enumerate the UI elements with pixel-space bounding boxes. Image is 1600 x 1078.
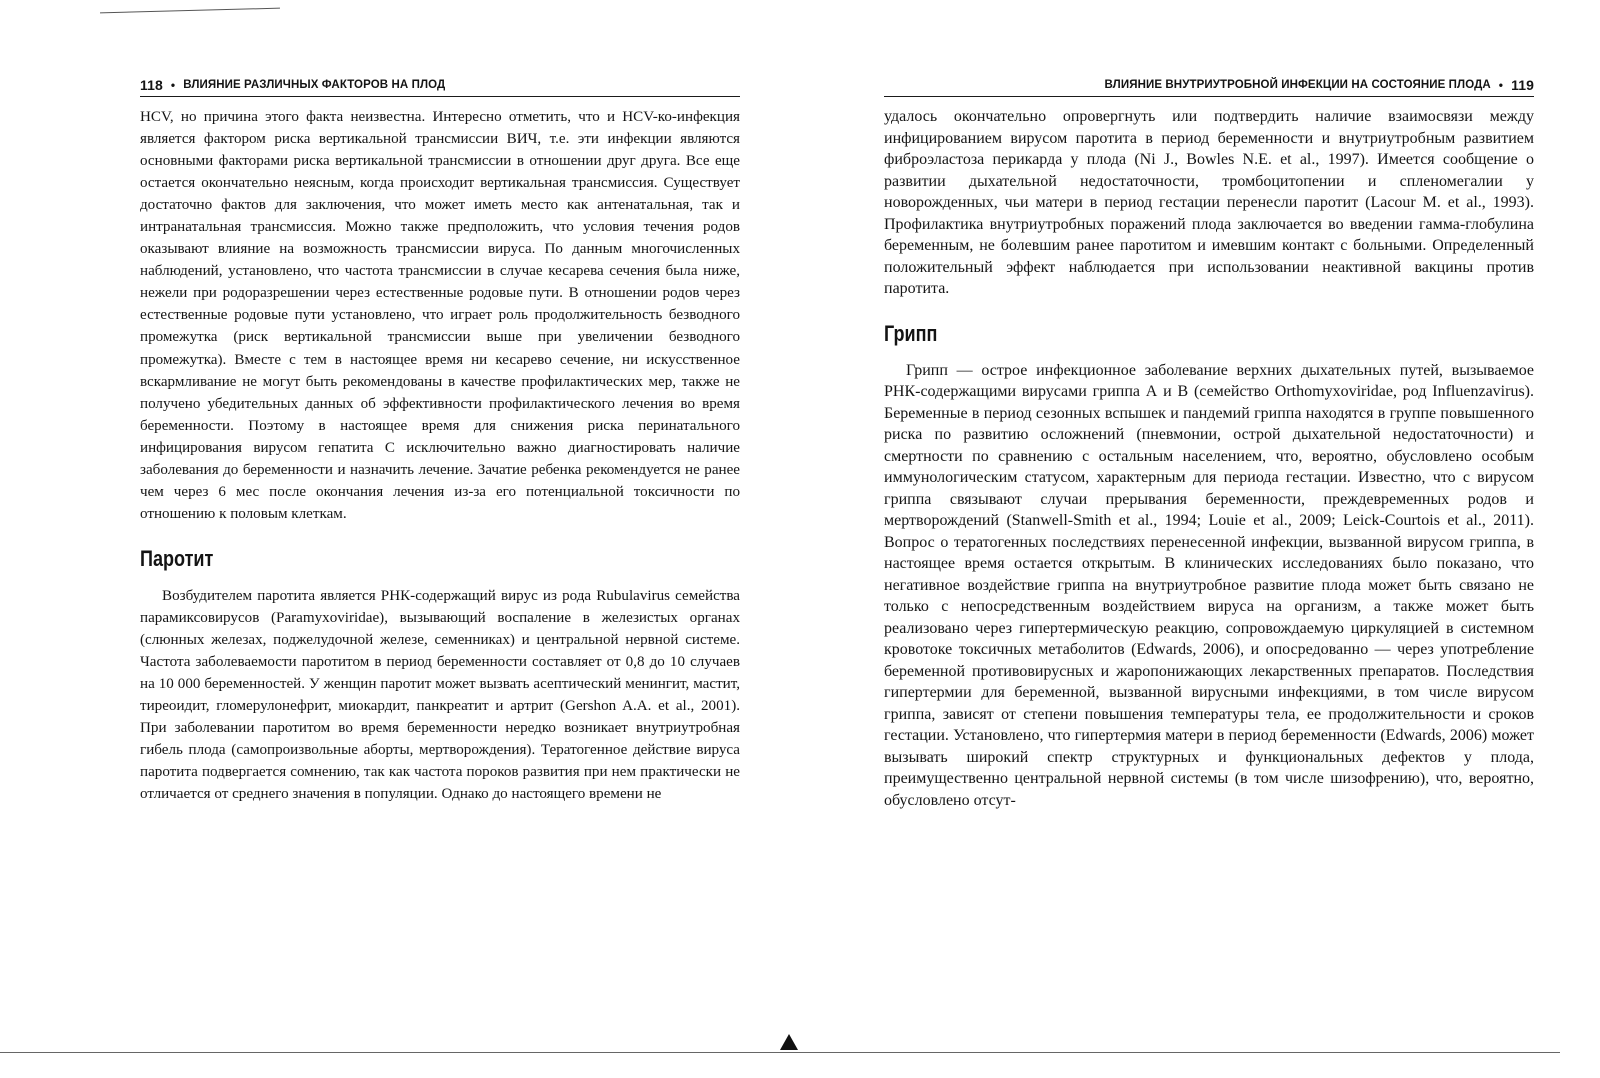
right-page-header [884, 74, 1534, 97]
left-page [140, 0, 740, 1078]
left-paragraph-1: HCV, но причина этого факта неизвестна. Интересно отметить, что и HCV-ко-инфекция является фактором риска вертикальной трансмиссии ВИЧ, т.е. эти инфекции являются основными факторами риска вертикальной трансмиссии в отношении друг друга. Все еще остается окончательно неясным, когда происходит вертикальная трансмиссия. Существует достаточно фактов для заключения, что может иметь место как антенатальная, так и интранатальная трансмиссия. Можно также предположить, что условия течения родов оказывают влияние на возможность трансмиссии вируса. По данным многочисленных наблюдений, установлено, что частота трансмиссии в случае кесарева сечения была ниже, нежели при родоразрешении через естественные родовые пути. В отношении родов через естественные родовые пути установлено, что играет роль продолжительность безводного промежутка (риск вертикальной трансмиссии выше при увеличении безводного промежутка). Вместе с тем в настоящее время ни кесарево сечение, ни искусственное вскармливание не могут быть рекомендованы в качестве профилактических мер, также не получено убедительных данных об эффективности профилактического лечения во время беременности. Поэтому в настоящее время для снижения риска перинатального инфицирования вирусом гепатита С исключительно важно диагностировать наличие заболевания до беременности и назначить лечение. Зачатие ребенка рекомендуется не ранее чем через 6 мес после окончания лечения из-за его потенциальной токсичности по отношению к половым клеткам. [140, 109, 740, 522]
left-page-header [140, 74, 740, 97]
left-paragraph-2: Возбудителем паротита является РНК-содержащий вирус из рода Rubulavirus семейства парамиксовирусов (Paramyxoviridae), вызывающий воспаление в железистых органах (слюнных железах, поджелудочной железе, семенниках) и центральной нервной системе. Частота заболеваемости паротитом в период беременности составляет от 0,8 до 10 случаев на 10 000 беременностей. У женщин паротит может вызвать асептический менингит, мастит, тиреоидит, гломерулонефрит, миокардит, панкреатит и артрит (Gershon A.A. et al., 2001). При заболевании паротитом во время беременности нередко возникает внутриутробная гибель плода (самопроизвольные аборты, мертворождения). Тератогенное действие вируса паротита подвергается сомнению, так как частота пороков развития при нем практически не отличается от среднего значения в популяции. Однако до настоящего времени не [140, 587, 740, 803]
right-running-title: ВЛИЯНИЕ ВНУТРИУТРОБНОЙ ИНФЕКЦИИ НА СОСТОЯНИЕ ПЛОДА [1104, 79, 1491, 91]
right-page-body [884, 106, 1534, 811]
gutter-mark-icon [780, 1034, 798, 1050]
left-page-number: 118 [140, 77, 163, 93]
section-heading-gripp: Грипп [884, 320, 938, 346]
right-paragraph-2: Грипп — острое инфекционное заболевание верхних дыхательных путей, вызываемое РНК-содержащими вирусами гриппа А и В (семейство Orthomyxoviridae, род Influenzavirus). Беременные в период сезонных вспышек и пандемий гриппа находятся в группе повышенного риска по развитию осложнений (пневмонии, острой дыхательной недостаточности) и смертности по сравнению с остальным населением, что, вероятно, обусловлено особым иммунологическим статусом, характерным для периода гестации. Известно, что с вирусом гриппа связывают случаи прерывания беременности, преждевременных родов и мертворождений (Stanwell-Smith et al., 1994; Louie et al., 2009; Leick-Courtois et al., 2011). Вопрос о тератогенных последствиях перенесенной инфекции, вызванной вирусом гриппа, в настоящее время остается открытым. В клинических исследованиях было показано, что негативное воздействие гриппа на внутриутробное развитие плода может быть связано не только с непосредственным воздействием вируса на организм, а также может быть реализовано через гипертермическую реакцию, сопровождаемую циркуляцией в системном кровотоке токсичных метаболитов (Edwards, 2006), и опосредованно — через употребление беременной противовирусных и жаропонижающих лекарственных препаратов. Последствия гипертермии для беременной, вызванной вирусными инфекциями, в том числе вирусом гриппа, зависят от степени повышения температуры тела, ее продолжительности и сроков гестации. Установлено, что гипертермия матери в период беременности (Edwards, 2006) может вызывать широкий спектр структурных и функциональных дефектов у плода, преимущественно центральной нервной системы (в том числе шизофрению), что, вероятно, обусловлено отсут- [884, 361, 1534, 809]
right-page [884, 0, 1534, 1078]
header-bullet-icon: • [1498, 78, 1504, 92]
header-bullet-icon: • [170, 78, 176, 92]
left-running-title: ВЛИЯНИЕ РАЗЛИЧНЫХ ФАКТОРОВ НА ПЛОД [183, 79, 446, 91]
right-page-number: 119 [1511, 77, 1534, 93]
right-paragraph-1: удалось окончательно опровергнуть или подтвердить наличие взаимосвязи между инфицированием вирусом паротита в период беременности и внутриутробным развитием фиброэластоза перикарда у плода (Ni J., Bowles N.E. et al., 1997). Имеется сообщение о развитии дыхательной недостаточности, тромбоцитопении и спленомегалии у новорожденных, чьи матери в период гестации перенесли паротит (Lacour M. et al., 1993). Профилактика внутриутробных поражений плода заключается во введении гамма-глобулина беременным, не болевшим ранее паротитом и имевшим контакт с больными. Определенный положительный эффект наблюдается при использовании неактивной вакцины против паротита. [884, 108, 1534, 297]
left-page-body [140, 106, 740, 805]
section-heading-parotit: Паротит [140, 545, 214, 571]
